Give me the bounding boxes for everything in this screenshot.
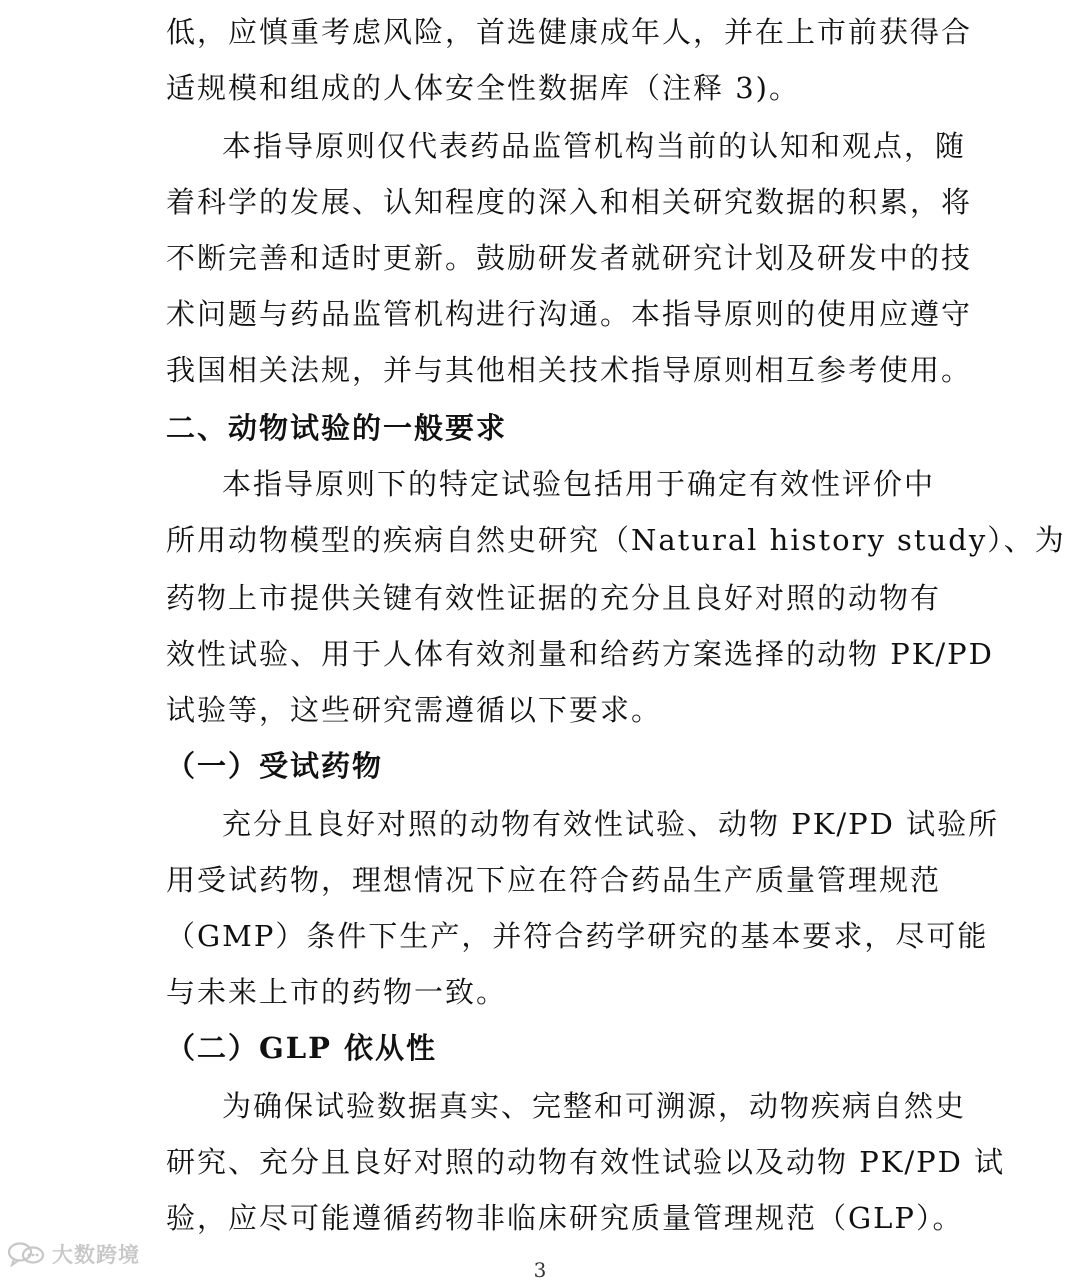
paragraph-line: 验，应尽可能遵循药物非临床研究质量管理规范（GLP）。 [166, 1201, 964, 1235]
paragraph-line: 所用动物模型的疾病自然史研究（Natural history study）、为 [166, 523, 1066, 557]
paragraph-line: 为确保试验数据真实、完整和可溯源，动物疾病自然史 [222, 1089, 967, 1123]
watermark-text: 大数跨境 [52, 1243, 140, 1267]
paragraph-line: 低，应慎重考虑风险，首选健康成年人，并在上市前获得合 [166, 15, 973, 49]
page-number: 3 [533, 1258, 547, 1282]
paragraph-line: 研究、充分且良好对照的动物有效性试验以及动物 PK/PD 试 [166, 1145, 1006, 1179]
paragraph-line: 术问题与药品监管机构进行沟通。本指导原则的使用应遵守 [166, 297, 973, 331]
paragraph-line: （GMP）条件下生产，并符合药学研究的基本要求，尽可能 [166, 919, 989, 953]
paragraph-line: 本指导原则下的特定试验包括用于确定有效性评价中 [222, 467, 936, 501]
paragraph-line: 不断完善和适时更新。鼓励研发者就研究计划及研发中的技 [166, 241, 973, 275]
subsection-heading: （二）GLP 依从性 [166, 1031, 438, 1065]
paragraph-line: 本指导原则仅代表药品监管机构当前的认知和观点，随 [222, 129, 967, 163]
paragraph-line: 适规模和组成的人体安全性数据库（注释 3)。 [166, 71, 800, 105]
paragraph-line: 充分且良好对照的动物有效性试验、动物 PK/PD 试验所 [222, 807, 1000, 841]
paragraph-line: 用受试药物，理想情况下应在符合药品生产质量管理规范 [166, 863, 942, 897]
paragraph-line: 试验等，这些研究需遵循以下要求。 [166, 693, 663, 727]
paragraph-line: 着科学的发展、认知程度的深入和相关研究数据的积累，将 [166, 185, 973, 219]
subsection-heading: （一）受试药物 [166, 749, 384, 783]
paragraph-line: 与未来上市的药物一致。 [166, 975, 508, 1009]
paragraph-line: 药物上市提供关键有效性证据的充分且良好对照的动物有 [166, 581, 942, 615]
section-heading: 二、动物试验的一般要求 [166, 411, 508, 445]
paragraph-line: 我国相关法规，并与其他相关技术指导原则相互参考使用。 [166, 353, 973, 387]
paragraph-line: 效性试验、用于人体有效剂量和给药方案选择的动物 PK/PD [166, 637, 994, 671]
